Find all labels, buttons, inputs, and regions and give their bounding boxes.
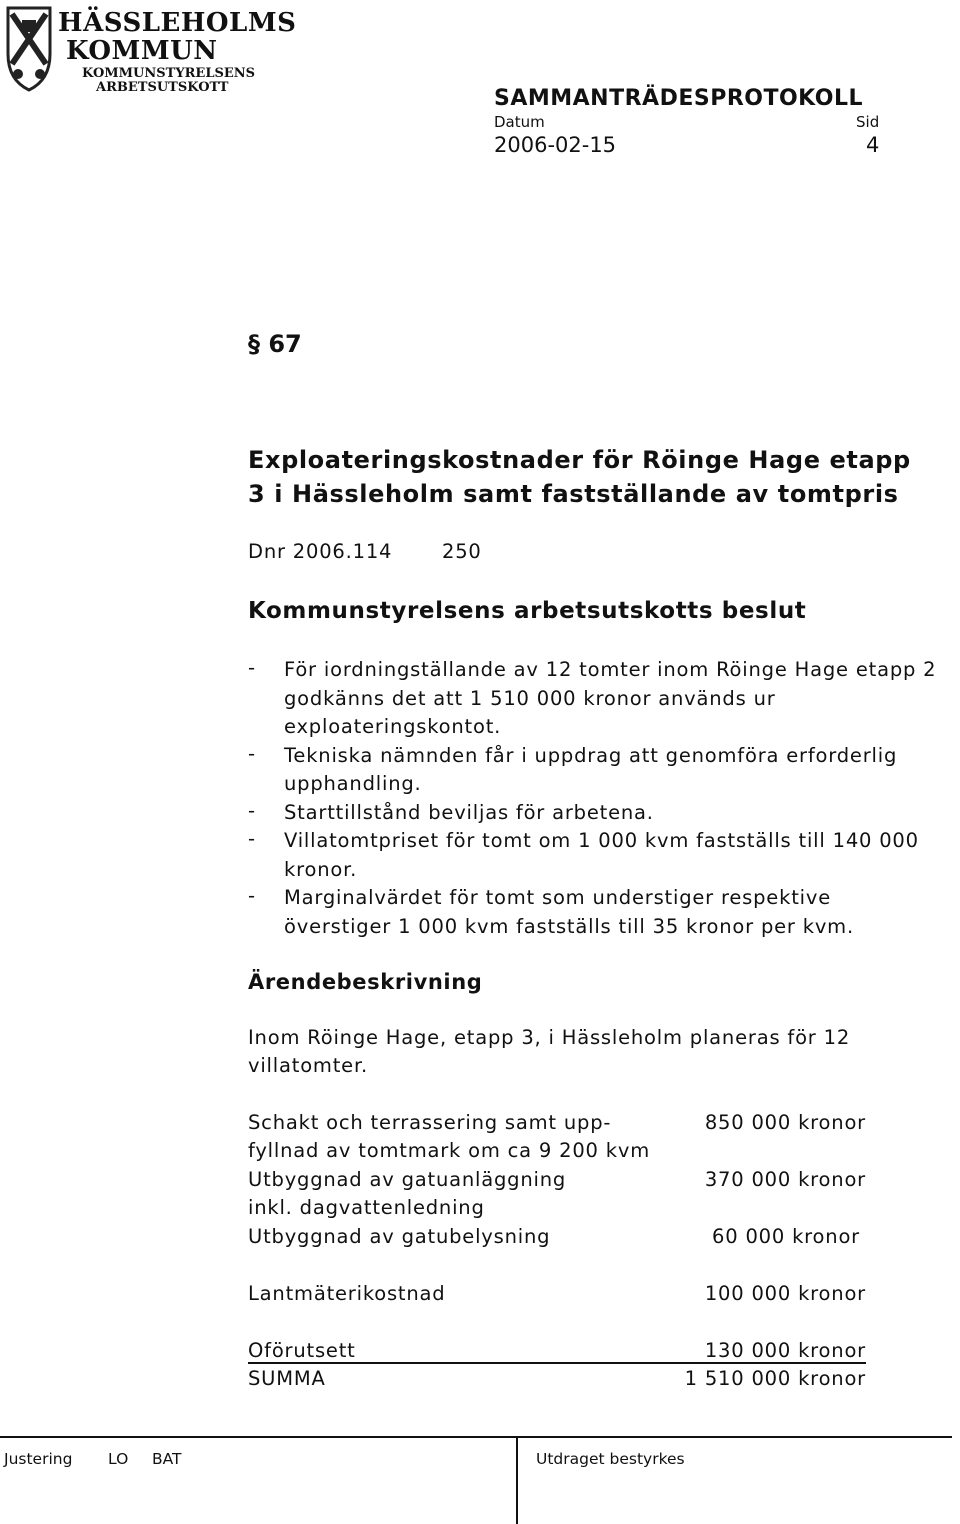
total-amount: 1 510 000 kronor [684,1367,866,1390]
page-value: 4 [866,133,880,157]
list-item [248,656,938,742]
list-item [248,884,938,941]
bullet-mark: - [248,827,256,850]
subtotal-underline [248,1362,866,1364]
cost-amount: 60 000 kronor [712,1225,860,1248]
bullet-mark: - [248,656,256,679]
decision-item-text: Tekniska nämnden får i uppdrag att genomföra erforderlig upphandling. [284,743,898,795]
cost-label: Oförutsett [248,1339,356,1362]
dnr-code: 250 [442,540,482,563]
decision-heading: Kommunstyrelsens arbetsutskotts beslut [248,598,807,624]
date-label: Datum [494,113,545,131]
org-unit-line1: KOMMUNSTYRELSENS [82,66,256,81]
cost-label: Utbyggnad av gatubelysning [248,1225,551,1248]
coat-of-arms-icon [4,4,54,94]
list-item [248,799,938,828]
bullet-mark: - [248,741,256,765]
footer-initials-2: BAT [152,1450,182,1468]
decision-item-text: Marginalvärdet för tomt som understiger respektive överstiger 1 000 kvm fastställs till 35 kronor per kvm. [284,886,854,938]
cost-label: Schakt och terrassering samt upp- [248,1111,612,1134]
protocol-title: SAMMANTRÄDESPROTOKOLL [494,86,863,111]
footer-column-divider [516,1436,518,1524]
decision-item-text: Villatomtpriset för tomt om 1 000 kvm fastställs till 140 000 kronor. [284,829,919,881]
list-item [248,827,938,884]
date-value: 2006-02-15 [494,133,617,157]
cost-amount: 130 000 kronor [704,1339,866,1362]
org-name-line1: HÄSSLEHOLMS [58,8,297,38]
cost-label: Utbyggnad av gatuanläggning [248,1168,567,1191]
cost-amount: 850 000 kronor [704,1111,866,1134]
decision-item-text: För iordningställande av 12 tomter inom Röinge Hage etapp 2 godkänns det att 1 510 000 kronor används ur exploateringskontot. [284,658,937,738]
org-name-line2: KOMMUN [66,36,218,66]
footer-justering-label: Justering [4,1450,73,1468]
footer-divider [0,1436,952,1438]
paragraph-number: § 67 [248,330,302,358]
footer-initials-1: LO [108,1450,129,1468]
paragraph-title-line1: Exploateringskostnader för Röinge Hage etapp [248,446,911,474]
total-label: SUMMA [248,1367,326,1390]
description-line2: villatomter. [248,1054,368,1077]
dnr-number: Dnr 2006.114 [248,540,393,563]
bullet-mark: - [248,798,256,822]
cost-label-cont: inkl. dagvattenledning [248,1196,485,1219]
bullet-mark: - [248,884,256,907]
cost-label: Lantmäterikostnad [248,1282,446,1305]
paragraph-title-line2: 3 i Hässleholm samt fastställande av tomtpris [248,480,899,508]
cost-label-cont: fyllnad av tomtmark om ca 9 200 kvm [248,1139,650,1162]
decision-item-text: Starttillstånd beviljas för arbetena. [284,800,654,824]
decision-list [248,656,938,941]
page-label: Sid [856,113,880,131]
description-line1: Inom Röinge Hage, etapp 3, i Hässleholm planeras för 12 [248,1026,851,1049]
org-unit-line2: ARBETSUTSKOTT [96,80,229,95]
footer-certified-label: Utdraget bestyrkes [536,1450,685,1468]
description-heading: Ärendebeskrivning [248,970,483,994]
cost-amount: 100 000 kronor [704,1282,866,1305]
list-item [248,742,938,799]
cost-amount: 370 000 kronor [704,1168,866,1191]
